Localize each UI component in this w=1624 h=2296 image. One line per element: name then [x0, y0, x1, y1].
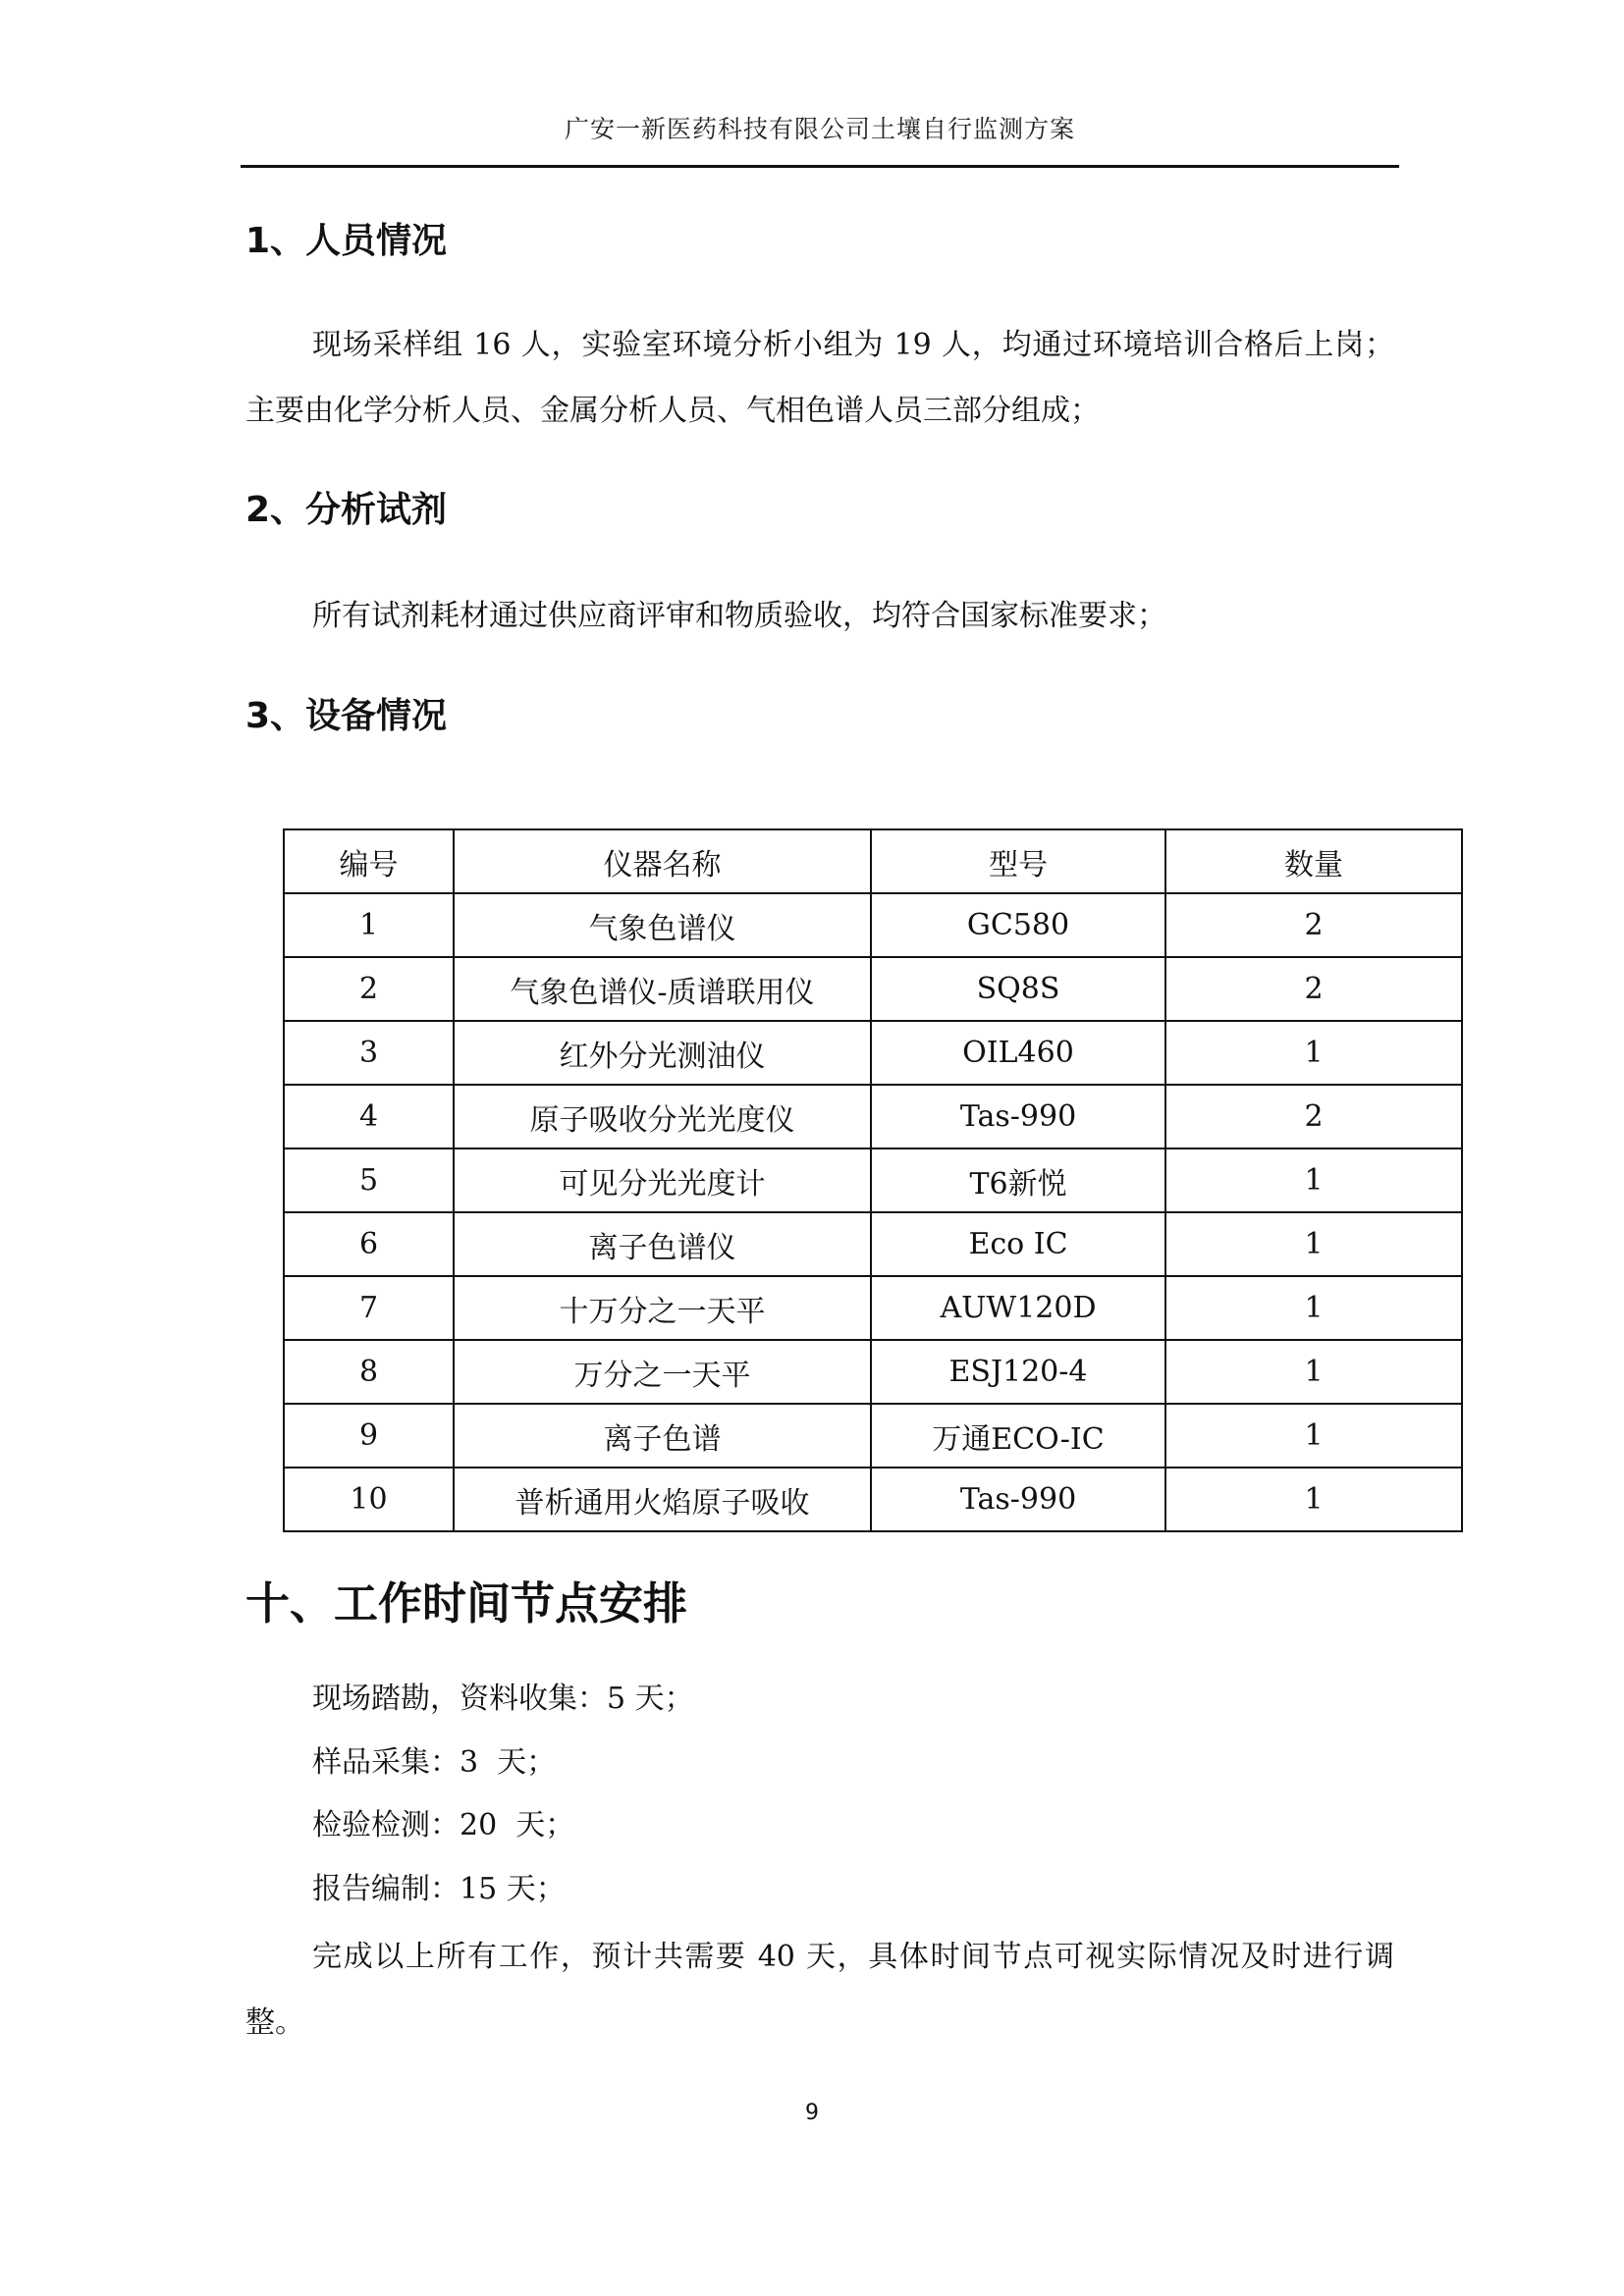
table-cell: 红外分光测油仪 [454, 1021, 871, 1085]
table-cell: 8 [284, 1340, 454, 1404]
table-cell: 1 [1165, 1468, 1462, 1531]
table-cell: 2 [284, 957, 454, 1021]
reagents-paragraph: 所有试剂耗材通过供应商评审和物质验收，均符合国家标准要求； [312, 599, 1166, 633]
table-cell: 万分之一天平 [454, 1340, 871, 1404]
table-cell: 1 [1165, 1021, 1462, 1085]
table-cell: 可见分光光度计 [454, 1148, 871, 1212]
table-cell: 气象色谱仪 [454, 893, 871, 957]
table-cell: 1 [1165, 1404, 1462, 1468]
table-cell: T6新悦 [871, 1148, 1165, 1212]
table-cell: SQ8S [871, 957, 1165, 1021]
schedule-summary: 完成以上所有工作，预计共需要 40 天，具体时间节点可视实际情况及时进行调整。 [245, 1940, 1394, 2040]
table-row [284, 1021, 1462, 1085]
table-cell: 1 [1165, 1148, 1462, 1212]
table-cell: 十万分之一天平 [454, 1276, 871, 1340]
column-header: 数量 [1165, 829, 1462, 893]
table-header-row [284, 829, 1462, 893]
table-row [284, 1340, 1462, 1404]
table-row [284, 1212, 1462, 1276]
table-row [284, 957, 1462, 1021]
schedule-item: 报告编制：15 天； [312, 1872, 566, 1906]
column-header: 编号 [284, 829, 454, 893]
equipment-table [283, 828, 1463, 1532]
table-cell: 6 [284, 1212, 454, 1276]
column-header: 仪器名称 [454, 829, 871, 893]
header-divider [241, 165, 1399, 168]
table-cell: 气象色谱仪-质谱联用仪 [454, 957, 871, 1021]
table-cell: 1 [1165, 1212, 1462, 1276]
table-cell: 10 [284, 1468, 454, 1531]
table-cell: 7 [284, 1276, 454, 1340]
table-cell: Tas-990 [871, 1085, 1165, 1148]
table-cell: OIL460 [871, 1021, 1165, 1085]
table-cell: 万通ECO-IC [871, 1404, 1165, 1468]
section-heading-schedule: 十、工作时间节点安排 [245, 1577, 688, 1629]
table-cell: 4 [284, 1085, 454, 1148]
table-cell: 2 [1165, 1085, 1462, 1148]
table-cell: AUW120D [871, 1276, 1165, 1340]
table-cell: 离子色谱 [454, 1404, 871, 1468]
table-cell: Tas-990 [871, 1468, 1165, 1531]
table-cell: 2 [1165, 893, 1462, 957]
table-cell: 1 [284, 893, 454, 957]
table-cell: Eco IC [871, 1212, 1165, 1276]
section-heading-personnel: 1、人员情况 [245, 221, 448, 261]
schedule-item: 样品采集：3 天； [312, 1745, 557, 1780]
table-row [284, 1468, 1462, 1531]
table-cell: 2 [1165, 957, 1462, 1021]
page-header: 广安一新医药科技有限公司土壤自行监测方案 [564, 115, 1075, 143]
table-row [284, 1085, 1462, 1148]
page-number: 9 [805, 2101, 819, 2125]
section-heading-equipment: 3、设备情况 [245, 696, 448, 736]
table-cell: 1 [1165, 1340, 1462, 1404]
schedule-item: 现场踏勘，资料收集：5 天； [312, 1682, 694, 1716]
table-row [284, 893, 1462, 957]
column-header: 型号 [871, 829, 1165, 893]
table-row [284, 1404, 1462, 1468]
table-cell: 普析通用火焰原子吸收 [454, 1468, 871, 1531]
personnel-paragraph: 现场采样组 16 人，实验室环境分析小组为 19 人，均通过环境培训合格后上岗；主要由化学分析人员、金属分析人员、气相色谱人员三部分组成； [245, 328, 1394, 428]
table-cell: 5 [284, 1148, 454, 1212]
section-heading-reagents: 2、分析试剂 [245, 490, 448, 530]
table-cell: 9 [284, 1404, 454, 1468]
schedule-item: 检验检测：20 天； [312, 1808, 575, 1842]
table-cell: 离子色谱仪 [454, 1212, 871, 1276]
table-cell: 1 [1165, 1276, 1462, 1340]
table-cell: GC580 [871, 893, 1165, 957]
table-row [284, 1276, 1462, 1340]
table-row [284, 1148, 1462, 1212]
table-cell: 3 [284, 1021, 454, 1085]
table-cell: 原子吸收分光光度仪 [454, 1085, 871, 1148]
table-cell: ESJ120-4 [871, 1340, 1165, 1404]
